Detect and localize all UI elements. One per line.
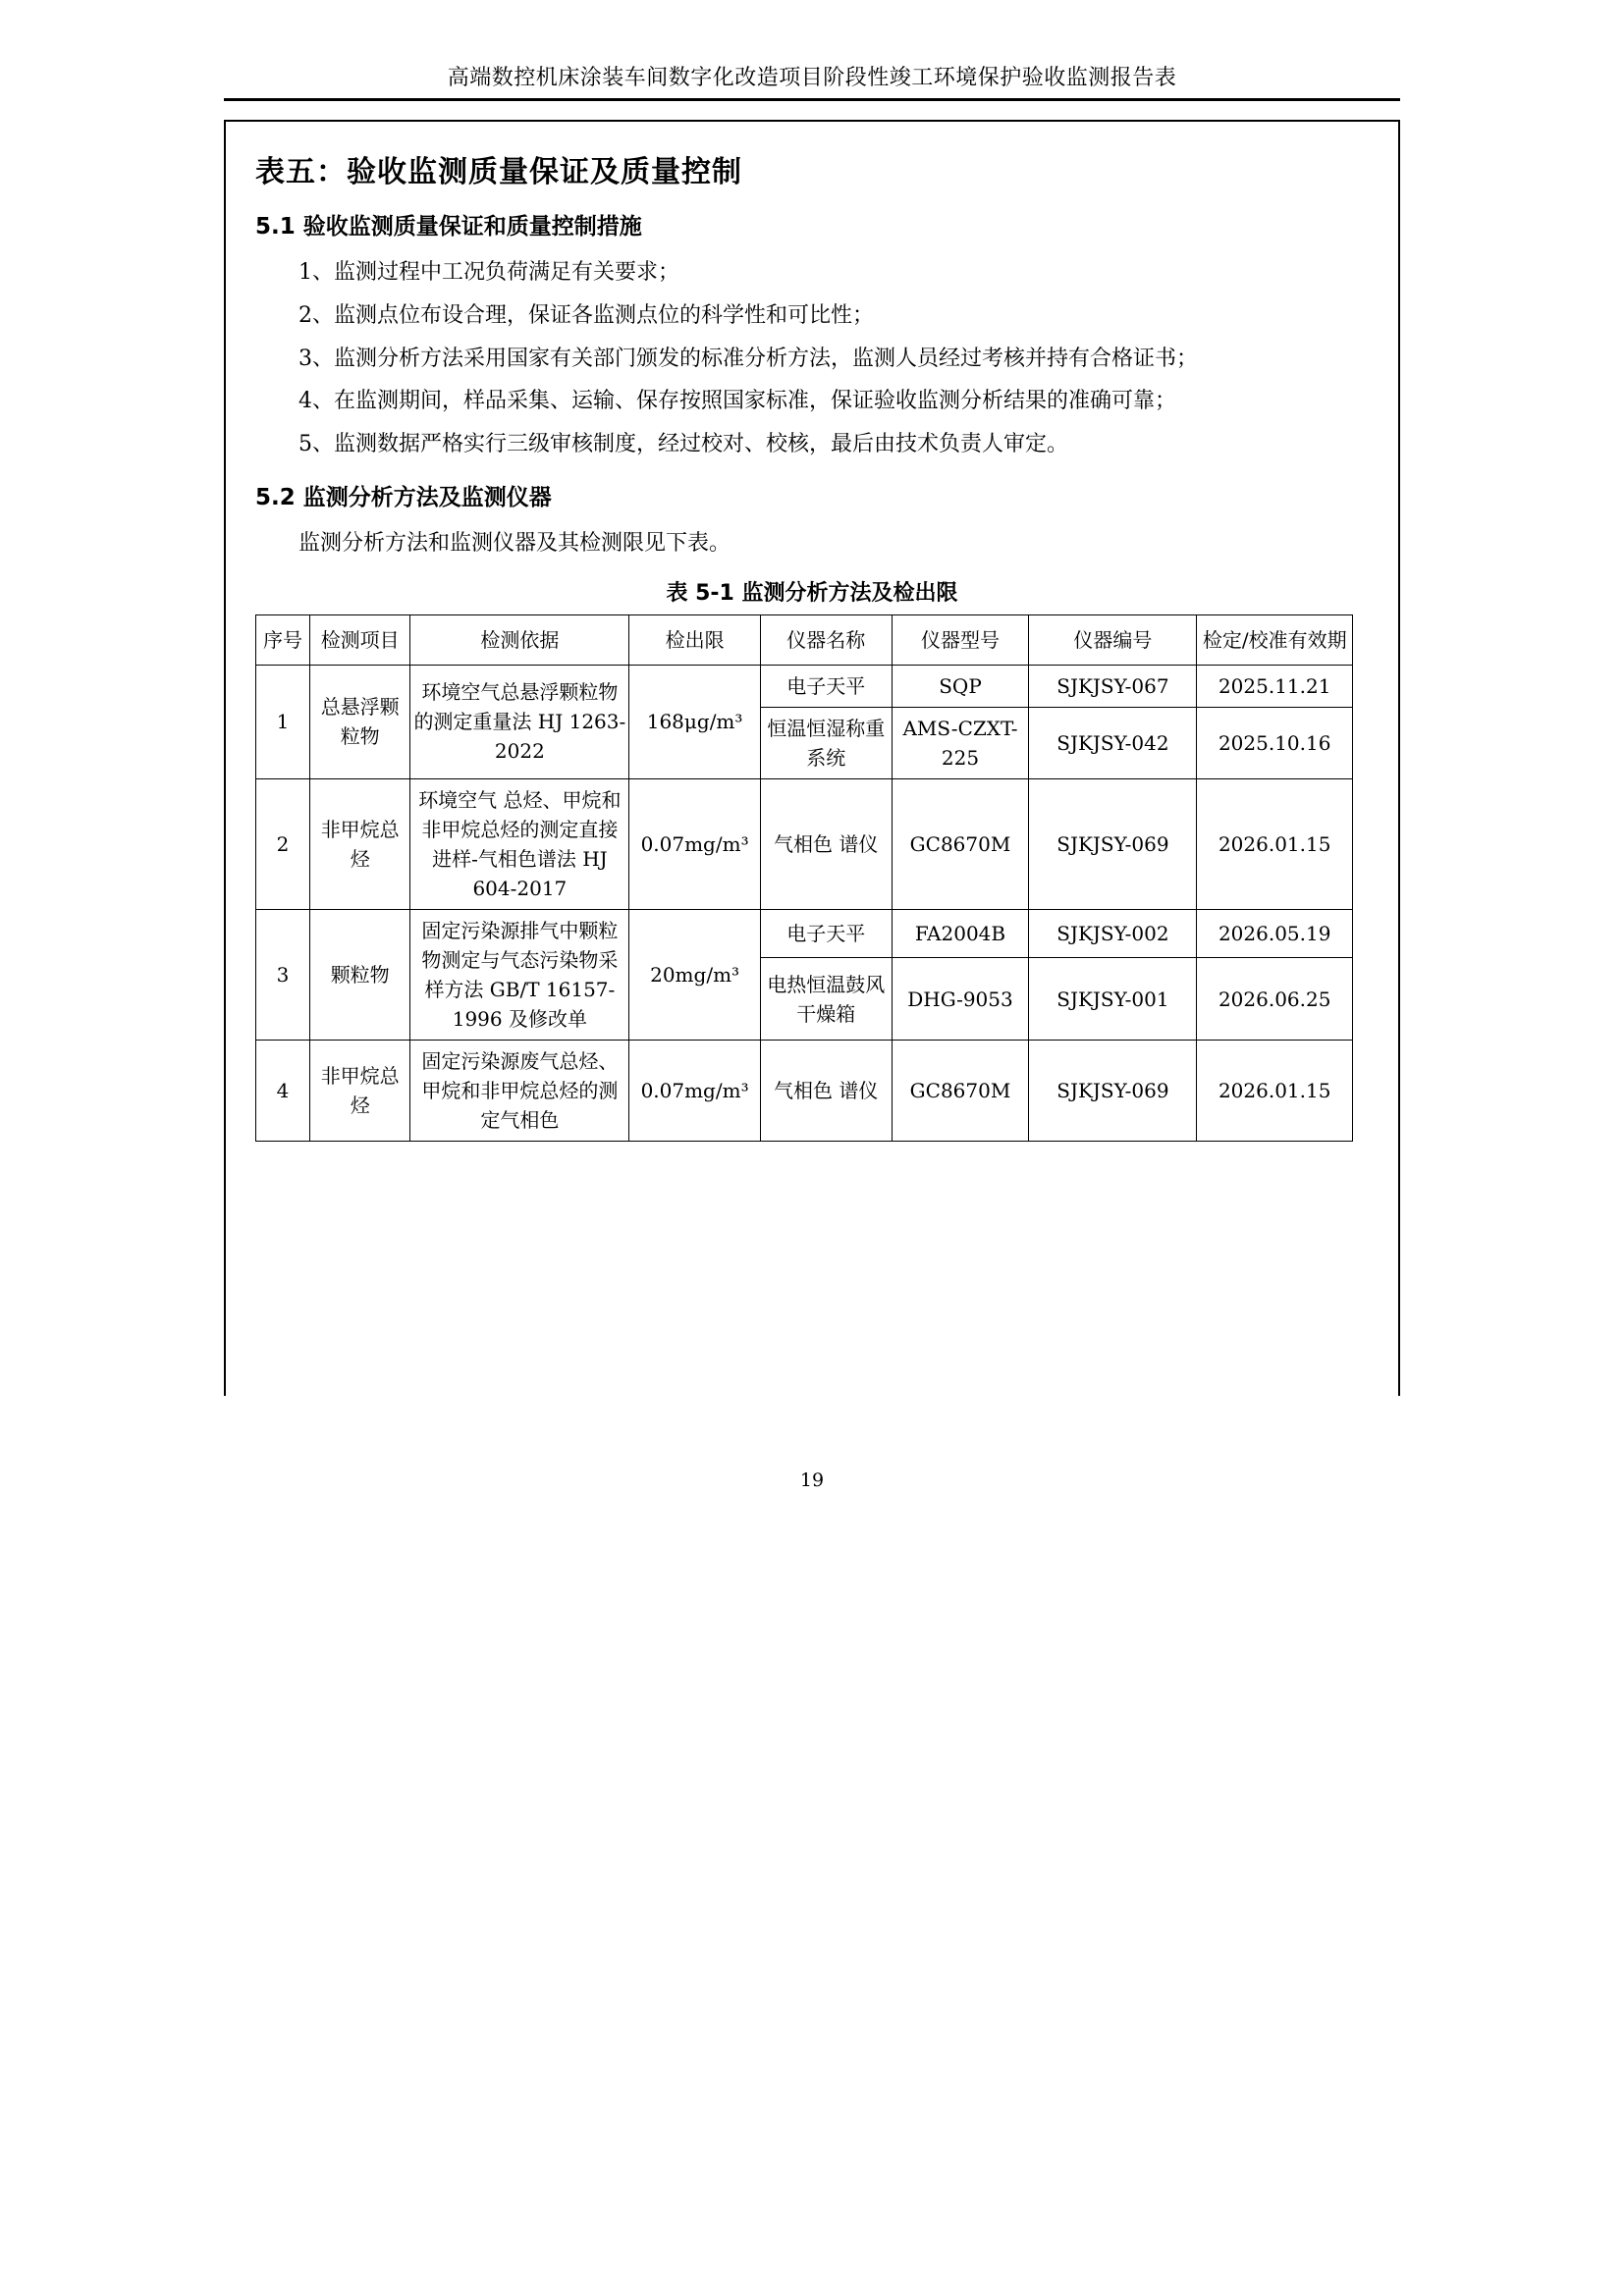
cell-limit: 0.07mg/m³ (629, 778, 761, 909)
cell-instrument-name: 气相色 谱仪 (760, 778, 892, 909)
cell-limit: 0.07mg/m³ (629, 1040, 761, 1141)
cell-valid-period: 2026.01.15 (1197, 1040, 1353, 1141)
cell-instrument-model: AMS-CZXT-225 (892, 707, 1029, 778)
cell-item: 非甲烷总烃 (309, 1040, 410, 1141)
table-row (256, 778, 1353, 909)
th-instrument-code: 仪器编号 (1029, 614, 1197, 665)
page-title: 表五：验收监测质量保证及质量控制 (255, 155, 742, 189)
qa-measure-item-3: 3、监测分析方法采用国家有关部门颁发的标准分析方法，监测人员经过考核并持有合格证书； (298, 346, 1199, 371)
cell-no: 2 (256, 778, 310, 909)
cell-valid-period: 2026.01.15 (1197, 778, 1353, 909)
table-row (256, 665, 1353, 707)
qa-measure-item-4: 4、在监测期间，样品采集、运输、保存按照国家标准，保证验收监测分析结果的准确可靠； (298, 389, 1177, 414)
cell-instrument-name: 电子天平 (760, 665, 892, 707)
methods-table (255, 614, 1353, 1142)
cell-valid-period: 2026.05.19 (1197, 909, 1353, 957)
cell-basis: 环境空气 总烃、甲烷和非甲烷总烃的测定直接进样-气相色谱法 HJ 604-2017 (410, 778, 629, 909)
cell-instrument-code: SJKJSY-069 (1029, 1040, 1197, 1141)
cell-instrument-name: 电子天平 (760, 909, 892, 957)
cell-valid-period: 2025.10.16 (1197, 707, 1353, 778)
th-instrument-name: 仪器名称 (760, 614, 892, 665)
cell-instrument-model: SQP (892, 665, 1029, 707)
cell-no: 4 (256, 1040, 310, 1141)
cell-valid-period: 2026.06.25 (1197, 958, 1353, 1041)
qa-measure-item-2: 2、监测点位布设合理，保证各监测点位的科学性和可比性； (298, 302, 874, 328)
table-caption: 表 5-1 监测分析方法及检出限 (666, 580, 958, 606)
table-row (256, 1040, 1353, 1141)
cell-instrument-model: GC8670M (892, 778, 1029, 909)
cell-item: 非甲烷总烃 (309, 778, 410, 909)
cell-no: 3 (256, 909, 310, 1040)
cell-item: 总悬浮颗粒物 (309, 665, 410, 778)
cell-basis: 固定污染源废气总烃、甲烷和非甲烷总烃的测定气相色 (410, 1040, 629, 1141)
cell-instrument-code: SJKJSY-042 (1029, 707, 1197, 778)
cell-instrument-name: 气相色 谱仪 (760, 1040, 892, 1141)
cell-instrument-code: SJKJSY-001 (1029, 958, 1197, 1041)
cell-instrument-name: 电热恒温鼓风干燥箱 (760, 958, 892, 1041)
cell-no: 1 (256, 665, 310, 778)
cell-instrument-code: SJKJSY-067 (1029, 665, 1197, 707)
qa-measure-item-1: 1、监测过程中工况负荷满足有关要求； (298, 260, 679, 285)
cell-instrument-model: DHG-9053 (892, 958, 1029, 1041)
th-basis: 检测依据 (410, 614, 629, 665)
cell-instrument-model: GC8670M (892, 1040, 1029, 1141)
subsection-5-2-heading: 5.2 监测分析方法及监测仪器 (255, 485, 552, 511)
cell-instrument-code: SJKJSY-069 (1029, 778, 1197, 909)
subsection-5-2-text: 监测分析方法和监测仪器及其检测限见下表。 (298, 531, 731, 557)
table-header-row (256, 614, 1353, 665)
cell-instrument-code: SJKJSY-002 (1029, 909, 1197, 957)
cell-basis: 环境空气总悬浮颗粒物的测定重量法 HJ 1263-2022 (410, 665, 629, 778)
cell-limit: 168μg/m³ (629, 665, 761, 778)
cell-limit: 20mg/m³ (629, 909, 761, 1040)
table-row (256, 909, 1353, 957)
running-header: 高端数控机床涂装车间数字化改造项目阶段性竣工环境保护验收监测报告表 (447, 66, 1177, 90)
subsection-5-1-heading: 5.1 验收监测质量保证和质量控制措施 (255, 214, 642, 240)
page-number: 19 (799, 1469, 825, 1491)
cell-instrument-name: 恒温恒湿称重系统 (760, 707, 892, 778)
th-no: 序号 (256, 614, 310, 665)
th-valid-period: 检定/校准有效期 (1197, 614, 1353, 665)
cell-valid-period: 2025.11.21 (1197, 665, 1353, 707)
cell-item: 颗粒物 (309, 909, 410, 1040)
cell-instrument-model: FA2004B (892, 909, 1029, 957)
th-item: 检测项目 (309, 614, 410, 665)
th-limit: 检出限 (629, 614, 761, 665)
page-content (228, 122, 1396, 1142)
th-instrument-model: 仪器型号 (892, 614, 1029, 665)
cell-basis: 固定污染源排气中颗粒物测定与气态污染物采样方法 GB/T 16157-1996 及修改单 (410, 909, 629, 1040)
header-divider (224, 98, 1400, 101)
qa-measure-item-5: 5、监测数据严格实行三级审核制度，经过校对、校核，最后由技术负责人审定。 (298, 432, 1068, 457)
